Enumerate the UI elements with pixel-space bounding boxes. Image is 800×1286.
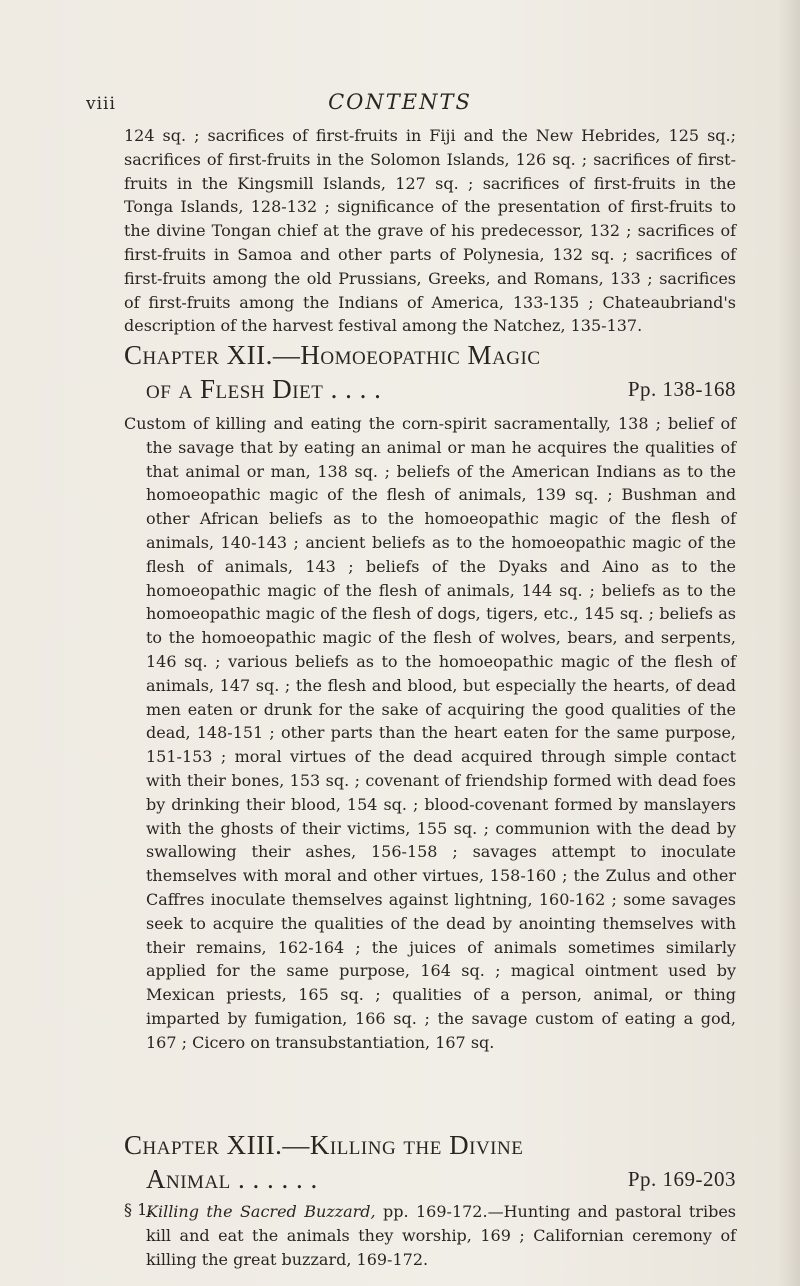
chapter-12-heading — [124, 338, 736, 406]
chapter-13-heading — [124, 1128, 736, 1196]
section-text: —Hunting and pastoral tribes kill and eat the animals they worship, 169 ; Californian ceremony of killing the great buzzard, 169-172. — [146, 1202, 736, 1269]
chapter-12-title-line1: Chapter XII.—Homoeopathic Magic — [124, 340, 541, 370]
section-pages: pp. 169-172. — [383, 1202, 488, 1221]
chapter-13-title-line1: Chapter XIII.—Killing the Divine — [124, 1130, 524, 1160]
section-1-block — [124, 1200, 736, 1271]
chapter-13-pages: Pp. 169-203 — [627, 1167, 736, 1191]
chapter-13-title-line2-row — [124, 1162, 736, 1196]
page-number: viii — [86, 94, 116, 114]
chapter-12-title-line2-row — [124, 372, 736, 406]
section-title: Killing the Sacred Buzzard, — [146, 1202, 376, 1221]
section-paragraph — [146, 1200, 736, 1271]
chapter-12-pages: Pp. 138-168 — [627, 377, 736, 401]
running-head: CONTENTS — [328, 90, 472, 114]
intro-block — [124, 124, 736, 338]
section-entry — [124, 1200, 736, 1271]
chapter-12-summary: Custom of killing and eating the corn-spirit sacramentally, 138 ; belief of the savage that by eating an animal or man he acquires the qualities of that animal or man, 138 sq. ; beliefs of the American Indians as to the homoeopathic magic of the flesh of animals, 139 sq. ; Bushman and other African beliefs as to the homoeopathic magic of the flesh of animals, 140-143 ; ancient beliefs as to the homoeopathic magic of the flesh of animals, 143 ; beliefs of the Dyaks and Aino as to the homoeopathic magic of the flesh of animals, 144 sq. ; beliefs as to the homoeopathic magic of the flesh of dogs, tigers, etc., 145 sq. ; beliefs as to the homoeopathic magic of the flesh of wolves, bears, and serpents, 146 sq. ; various beliefs as to the homoeopathic magic of the flesh of animals, 147 sq. ; the flesh and blood, but especially the hearts, of dead men eaten or drunk for the sake of acquiring the good qualities of the dead, 148-151 ; other parts than the heart eaten for the same purpose, 151-153 ; moral virtues of the dead acquired through simple contact with their bones, 153 sq. ; covenant of friendship formed with dead foes by drinking their blood, 154 sq. ; blood-covenant formed by manslayers with the ghosts of their victims, 155 sq. ; communion with the dead by swallowing their ashes, 156-158 ; savages attempt to inoculate themselves with moral and other virtues, 158-160 ; the Zulus and other Caffres inoculate themselves against lightning, 160-162 ; some savages seek to acquire the qualities of the dead by anointing themselves with their remains, 162-164 ; the juices of animals sometimes similarly applied for the same purpose, 164 sq. ; magical ointment used by Mexican priests, 165 sq. ; qualities of a person, animal, or thing imparted by fumigation, 166 sq. ; the savage custom of eating a god, 167 ; Cicero on transubstantiation, 167 sq. — [124, 414, 736, 1052]
page-edge-shadow — [778, 0, 800, 1286]
section-symbol: § 1. — [124, 1200, 153, 1219]
intro-paragraph: 124 sq. ; sacrifices of first-fruits in Fiji and the New Hebrides, 125 sq.; sacrifices of first-fruits in the Solomon Islands, 126 sq. ; sacrifices of first-fruits in the Kingsmill Islands, 127 sq. ; sacrifices of first-fruits in the Tonga Islands, 128-132 ; significance of the presentation of first-fruits to the divine Tongan chief at the grave of his predecessor, 132 ; sacrifices of first-fruits in Samoa and other parts of Polynesia, 132 sq. ; sacrifices of first-fruits among the old Prussians, Greeks, and Romans, 133 ; sacrifices of first-fruits among the Indians of America, 133-135 ; Chateaubriand's description of the harvest festival among the Natchez, 135-137. — [124, 126, 736, 336]
chapter-12-title-line2: of a Flesh Diet . . . . — [146, 374, 382, 404]
chapter-12-summary-block — [124, 412, 736, 1055]
chapter-13-title-line2: Animal . . . . . . — [146, 1164, 318, 1194]
